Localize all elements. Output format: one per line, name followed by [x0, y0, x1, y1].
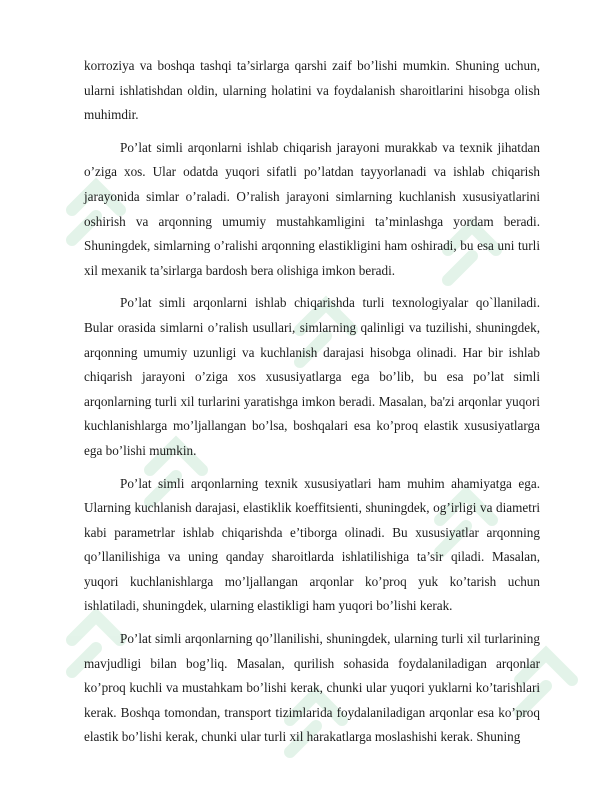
paragraph-5: Po’lat simli arqonlarning qo’llanilishi, shuningdek, ularning turli xil turlarining mavjudligi bilan bog’liq. Masalan, qurilish sohasida foydalaniladigan arqonlar ko’proq kuchli va mustahkam bo’lishi kerak, chunki ular yuqori yuklarni ko’tarishlari kerak. Boshqa tomondan, transport tizimlarida foydalaniladigan arqonlar esa ko’proq elastik bo’lishi kerak, chunki ular turli xil harakatlarga moslashishi kerak. Shuning: [84, 631, 540, 745]
document-body: [84, 54, 540, 758]
paragraph-4: Po’lat simli arqonlarning texnik xususiyatlari ham muhim ahamiyatga ega. Ularning kuchlanish darajasi, elastiklik koeffitsienti, shuningdek, og’irligi va diametri kabi parametrlar ishlab chiqarishda e’tiborga olinadi. Bu xususiyatlar arqonning qo’llanilishiga va uning qanday sharoitlarda ishlatilishiga ta’sir qiladi. Masalan, yuqori kuchlanishlarga mo’ljallangan arqonlar ko’proq yuk ko’tarish uchun ishlatiladi, shuningdek, ularning elastikligi ham yuqori bo’lishi kerak.: [84, 475, 540, 614]
paragraph-3: Po’lat simli arqonlarni ishlab chiqarishda turli texnologiyalar qo`llaniladi. Bular orasida simlarni o’ralish usullari, simlarning qalinligi va tuzilishi, shuningdek, arqonning umumiy uzunligi va kuchlanish darajasi hisobga olinadi. Har bir ishlab chiqarish jarayoni o’ziga xos xususiyatlarga ega bo’lib, bu esa po’lat simli arqonlarning turli xil turlarini yaratishga imkon beradi. Masalan, ba'zi arqonlar yuqori kuchlanishlarga mo’ljallangan bo’lsa, boshqalari esa ko’proq elastik xususiyatlarga ega bo’lishi mumkin.: [84, 295, 540, 458]
paragraph-1: korroziya va boshqa tashqi ta’sirlarga qarshi zaif bo’lishi mumkin. Shuning uchun, ularni ishlatishdan oldin, ularning holatini va foydalanish sharoitlarini hisobga olish muhimdir.: [84, 58, 540, 123]
paragraph-2: Po’lat simli arqonlarni ishlab chiqarish jarayoni murakkab va texnik jihatdan o’ziga xos. Ular odatda yuqori sifatli po’latdan tayyorlanadi va ishlab chiqarish jarayonida simlar o’raladi. O’ralish jarayoni simlarning kuchlanish xususiyatlarini oshirish va arqonning umumiy mustahkamligini ta’minlashga yordam beradi. Shuningdek, simlarning o’ralishi arqonning elastikligini ham oshiradi, bu esa uni turli xil mexanik ta’sirlarga bardosh bera olishiga imkon beradi.: [84, 139, 540, 278]
